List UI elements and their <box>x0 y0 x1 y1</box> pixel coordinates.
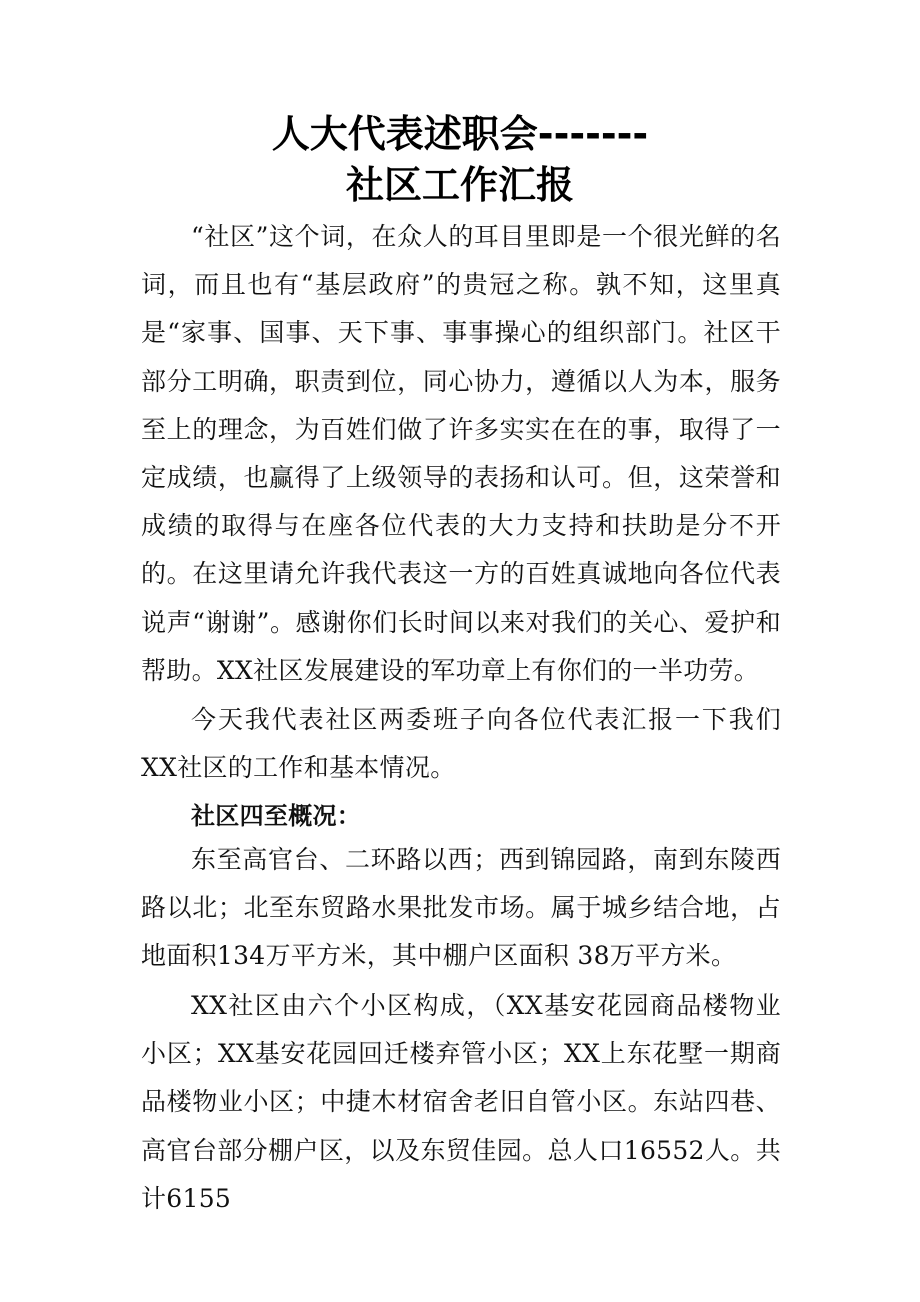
intro-paragraph: “社区”这个词，在众人的耳目里即是一个很光鲜的名词，而且也有“基层政府”的贵冠之称。孰不知，这里真是“家事、国事、天下事、事事操心的组织部门。社区干部分工明确，职责到位，同心协力，遵循以人为本，服务至上的理念，为百姓们做了许多实实在在的事，取得了一定成绩，也赢得了上级领导的表扬和认可。但，这荣誉和成绩的取得与在座各位代表的大力支持和扶助是分不开的。在这里请允许我代表这一方的百姓真诚地向各位代表说声“谢谢”。感谢你们长时间以来对我们的关心、爱护和帮助。XX社区发展建设的军功章上有你们的一半功劳。 <box>141 222 781 685</box>
composition-paragraph: XX社区由六个小区构成，（XX基安花园商品楼物业小区；XX基安花园回迁楼弃管小区；XX上东花墅一期商品楼物业小区；中捷木材宿舍老旧自管小区。东站四巷、高官台部分棚户区，以及东贸佳园。总人口16552人。共计6155 <box>141 991 781 1213</box>
document-title-line1: 人大代表述职会------- <box>271 112 649 156</box>
report-paragraph: 今天我代表社区两委班子向各位代表汇报一下我们XX社区的工作和基本情况。 <box>141 705 781 783</box>
document-title-line2: 社区工作汇报 <box>345 163 574 207</box>
section-heading: 社区四至概况： <box>191 802 362 830</box>
boundary-paragraph: 东至高官台、二环路以西；西到锦园路，南到东陵西路以北；北至东贸路水果批发市场。属于城乡结合地，占地面积134万平方米，其中棚户区面积 38万平方米。 <box>141 845 781 971</box>
